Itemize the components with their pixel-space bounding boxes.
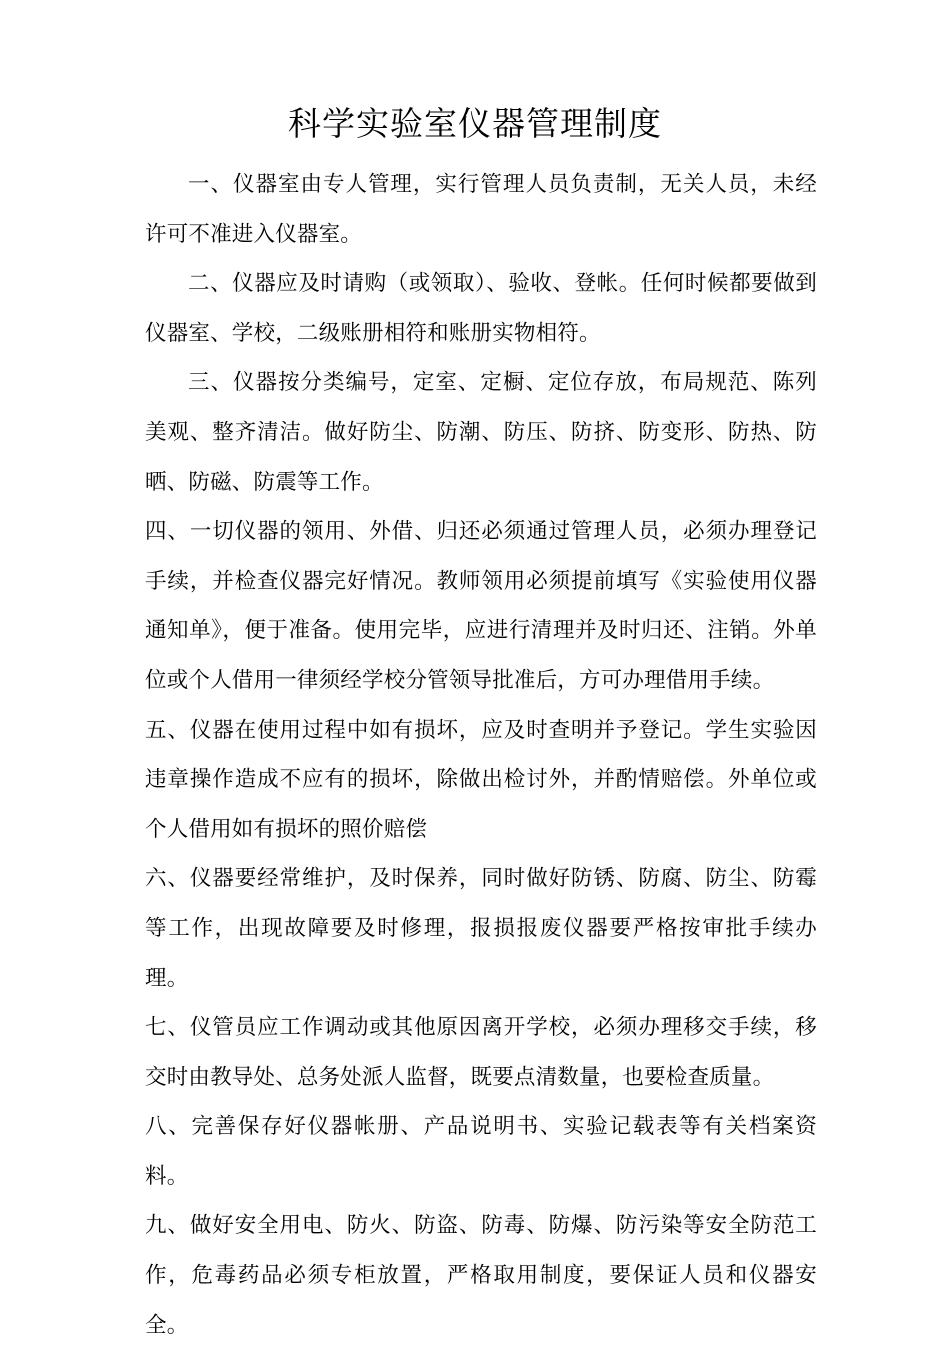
paragraph-7: 七、仪管员应工作调动或其他原因离开学校，必须办理移交手续，移交时由教导处、总务处派人监督，既要点清数量，也要检查质量。 (145, 1015, 817, 1090)
paragraph-3: 三、仪器按分类编号，定室、定橱、定位存放，布局规范、陈列美观、整齐清洁。做好防尘、防潮、防压、防挤、防变形、防热、防晒、防磁、防震等工作。 (145, 370, 817, 495)
paragraph-6: 六、仪器要经常维护，及时保养，同时做好防锈、防腐、防尘、防霉等工作，出现故障要及时修理，报损报废仪器要严格按审批手续办理。 (145, 866, 817, 991)
paragraph-5: 五、仪器在使用过程中如有损坏，应及时查明并予登记。学生实验因违章操作造成不应有的损坏，除做出检讨外，并酌情赔偿。外单位或个人借用如有损坏的照价赔偿 (145, 717, 817, 842)
paragraph-2: 二、仪器应及时请购（或领取）、验收、登帐。任何时候都要做到仪器室、学校，二级账册相符和账册实物相符。 (145, 271, 817, 346)
document-title: 科学实验室仪器管理制度 (288, 104, 662, 143)
document-body (145, 160, 817, 1350)
paragraph-8: 八、完善保存好仪器帐册、产品说明书、实验记载表等有关档案资料。 (145, 1114, 817, 1189)
paragraph-9: 九、做好安全用电、防火、防盗、防毒、防爆、防污染等安全防范工作，危毒药品必须专柜放置，严格取用制度，要保证人员和仪器安全。 (145, 1213, 817, 1338)
paragraph-1: 一、仪器室由专人管理，实行管理人员负责制，无关人员，未经许可不准进入仪器室。 (145, 172, 817, 247)
paragraph-4: 四、一切仪器的领用、外借、归还必须通过管理人员，必须办理登记手续，并检查仪器完好情况。教师领用必须提前填写《实验使用仪器通知单》，便于准备。使用完毕，应进行清理并及时归还、注销。外单位或个人借用一律须经学校分管领导批准后，方可办理借用手续。 (145, 519, 817, 693)
